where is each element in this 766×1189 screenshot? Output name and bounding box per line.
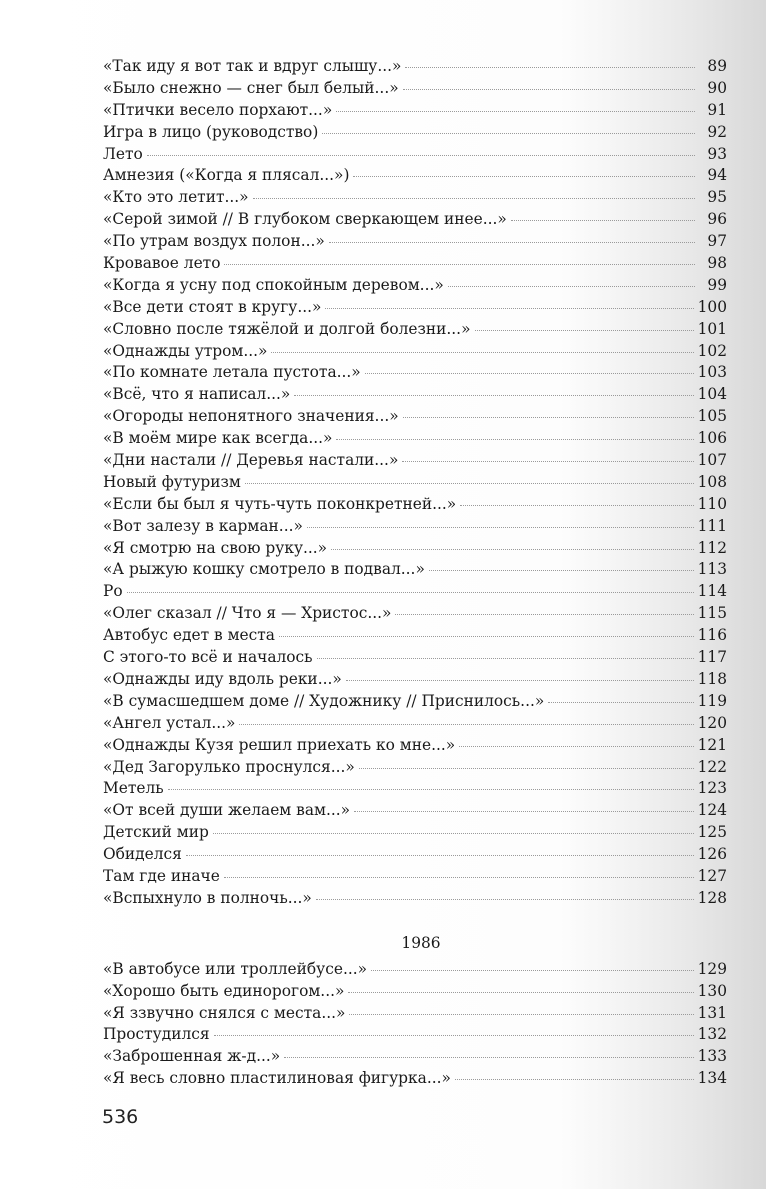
toc-entry-page-number: 97	[707, 232, 727, 251]
toc-entry	[103, 406, 727, 428]
toc-entry	[103, 559, 727, 581]
dot-leader	[329, 241, 695, 243]
toc-entry-title: «Вот залезу в карман...»	[103, 516, 303, 535]
dot-leader	[224, 876, 694, 878]
dot-leader	[186, 854, 694, 856]
toc-section-before-1986	[103, 56, 727, 910]
table-of-contents	[103, 56, 727, 1090]
toc-entry-title: «Если бы был я чуть-чуть поконкретней...»	[103, 494, 457, 513]
toc-entry-title: «Птички весело порхают...»	[103, 100, 333, 119]
dot-leader	[475, 329, 694, 331]
toc-entry	[103, 959, 727, 981]
toc-entry	[103, 581, 727, 603]
toc-entry-page-number: 116	[697, 626, 727, 645]
toc-entry-title: «Было снежно — снег был белый...»	[103, 78, 399, 97]
toc-entry	[103, 844, 727, 866]
dot-leader	[511, 219, 695, 221]
toc-entry	[103, 78, 727, 100]
toc-entry-title: «В моём мире как всегда...»	[103, 429, 333, 448]
toc-entry	[103, 538, 727, 560]
toc-entry	[103, 1024, 727, 1046]
dot-leader	[460, 504, 693, 506]
toc-entry-page-number: 122	[697, 757, 727, 776]
toc-entry-page-number: 119	[697, 691, 727, 710]
dot-leader	[353, 175, 695, 177]
toc-entry	[103, 1046, 727, 1068]
toc-entry	[103, 231, 727, 253]
toc-entry-page-number: 125	[697, 823, 727, 842]
toc-entry-title: Простудился	[103, 1025, 210, 1044]
toc-entry-title: С этого-то всё и началось	[103, 648, 313, 667]
dot-leader	[455, 1078, 694, 1080]
toc-entry	[103, 981, 727, 1003]
toc-entry-page-number: 103	[697, 363, 727, 382]
toc-entry	[103, 735, 727, 757]
toc-entry-page-number: 111	[697, 516, 727, 535]
toc-entry-title: «По комнате летала пустота...»	[103, 363, 361, 382]
toc-entry-page-number: 110	[697, 494, 727, 513]
toc-entry-title: «Я весь словно пластилиновая фигурка...»	[103, 1069, 451, 1088]
toc-entry-page-number: 107	[697, 451, 727, 470]
toc-entry-title: «Все дети стоят в кругу...»	[103, 297, 322, 316]
toc-entry	[103, 275, 727, 297]
toc-entry-title: «Вспыхнуло в полночь...»	[103, 888, 312, 907]
dot-leader	[336, 438, 693, 440]
toc-entry-title: «Я ззвучно снялся с места...»	[103, 1003, 346, 1022]
toc-entry-page-number: 118	[697, 669, 727, 688]
toc-entry	[103, 362, 727, 384]
toc-entry-page-number: 101	[697, 319, 727, 338]
toc-entry-page-number: 121	[697, 735, 727, 754]
toc-entry-title: «В автобусе или троллейбусе...»	[103, 959, 368, 978]
toc-entry-page-number: 89	[707, 57, 727, 75]
toc-entry-page-number: 133	[697, 1047, 727, 1066]
toc-entry	[103, 209, 727, 231]
toc-entry	[103, 1003, 727, 1025]
toc-entry-page-number: 94	[707, 166, 727, 185]
toc-entry	[103, 800, 727, 822]
toc-entry-title: «А рыжую кошку смотрело в подвал...»	[103, 560, 425, 579]
toc-entry	[103, 691, 727, 713]
section-year-heading: 1986	[401, 933, 441, 952]
dot-leader	[336, 110, 695, 112]
toc-entry-page-number: 112	[697, 538, 727, 557]
dot-leader	[214, 1034, 694, 1036]
toc-entry-page-number: 120	[697, 713, 727, 732]
toc-entry-title: «От всей души желаем вам...»	[103, 801, 351, 820]
dot-leader	[224, 263, 695, 265]
toc-entry	[103, 319, 727, 341]
toc-entry	[103, 1068, 727, 1090]
toc-entry-page-number: 127	[697, 866, 727, 885]
dot-leader	[213, 832, 694, 834]
dot-leader	[127, 591, 694, 593]
toc-entry	[103, 122, 727, 144]
toc-entry-page-number: 134	[697, 1069, 727, 1088]
toc-entry	[103, 56, 727, 78]
toc-entry-page-number: 126	[697, 845, 727, 864]
toc-entry-page-number: 99	[707, 275, 727, 294]
toc-entry-title: «В сумасшедшем доме // Художнику // Приснилось...»	[103, 691, 545, 710]
toc-entry-title: «Ангел устал...»	[103, 713, 236, 732]
dot-leader	[284, 1056, 693, 1058]
toc-entry-title: «Кто это летит...»	[103, 188, 249, 207]
dot-leader	[371, 969, 694, 971]
toc-entry	[103, 428, 727, 450]
dot-leader	[354, 810, 694, 812]
dot-leader	[271, 351, 693, 353]
toc-entry-page-number: 108	[697, 472, 727, 491]
dot-leader	[253, 197, 695, 199]
toc-entry	[103, 757, 727, 779]
toc-entry-title: «Всё, что я написал...»	[103, 385, 291, 404]
dot-leader	[548, 701, 693, 703]
dot-leader	[239, 723, 693, 725]
toc-entry-page-number: 95	[707, 188, 727, 207]
dot-leader	[448, 285, 695, 287]
toc-entry-title: Автобус едет в места	[103, 626, 275, 645]
toc-entry	[103, 669, 727, 691]
toc-entry-title: «Я смотрю на свою руку...»	[103, 538, 328, 557]
toc-entry-title: Там где иначе	[103, 866, 220, 885]
dot-leader	[317, 657, 694, 659]
toc-entry-title: «Дед Загорулько проснулся...»	[103, 757, 355, 776]
toc-entry-page-number: 105	[697, 407, 727, 426]
toc-entry-page-number: 100	[697, 297, 727, 316]
toc-entry-title: «Однажды утром...»	[103, 341, 268, 360]
dot-leader	[325, 307, 693, 309]
page-number: 536	[102, 1106, 139, 1128]
toc-entry-title: Детский мир	[103, 823, 209, 842]
dot-leader	[403, 416, 694, 418]
dot-leader	[365, 372, 694, 374]
toc-entry-title: Обиделся	[103, 845, 182, 864]
toc-entry	[103, 888, 727, 910]
toc-entry	[103, 450, 727, 472]
toc-entry	[103, 647, 727, 669]
toc-entry-title: «Хорошо быть единорогом...»	[103, 981, 345, 1000]
dot-leader	[348, 991, 693, 993]
dot-leader	[395, 613, 693, 615]
dot-leader	[147, 154, 695, 156]
dot-leader	[279, 635, 694, 637]
toc-entry-page-number: 96	[707, 210, 727, 229]
toc-entry-title: «Словно после тяжёлой и долгой болезни...»	[103, 319, 471, 338]
toc-entry-page-number: 102	[697, 341, 727, 360]
toc-entry-title: «Однажды иду вдоль реки...»	[103, 669, 342, 688]
toc-entry-title: «Дни настали // Деревья настали...»	[103, 451, 399, 470]
toc-entry	[103, 603, 727, 625]
dot-leader	[429, 569, 694, 571]
toc-entry	[103, 144, 727, 166]
dot-leader	[245, 482, 694, 484]
toc-entry	[103, 822, 727, 844]
toc-entry-title: Ро	[103, 582, 123, 601]
toc-entry	[103, 472, 727, 494]
dot-leader	[346, 679, 694, 681]
toc-entry-page-number: 132	[697, 1025, 727, 1044]
toc-entry-page-number: 106	[697, 429, 727, 448]
dot-leader	[402, 460, 693, 462]
toc-entry-page-number: 115	[697, 604, 727, 623]
dot-leader	[331, 548, 694, 550]
toc-entry	[103, 494, 727, 516]
toc-entry-title: Новый футуризм	[103, 472, 241, 491]
dot-leader	[403, 88, 695, 90]
dot-leader	[307, 526, 694, 528]
toc-entry	[103, 866, 727, 888]
toc-entry-title: Кровавое лето	[103, 254, 221, 273]
toc-entry-title: Амнезия («Когда я плясал...»)	[103, 166, 350, 185]
toc-entry-title: Метель	[103, 779, 164, 798]
dot-leader	[405, 66, 695, 68]
toc-entry-page-number: 124	[697, 801, 727, 820]
toc-entry	[103, 341, 727, 363]
dot-leader	[349, 1013, 693, 1015]
toc-entry-page-number: 114	[697, 582, 727, 601]
toc-entry-title: «Огороды непонятного значения...»	[103, 407, 399, 426]
toc-entry-page-number: 93	[707, 144, 727, 163]
toc-entry	[103, 625, 727, 647]
toc-entry	[103, 297, 727, 319]
toc-section-1986	[103, 959, 727, 1090]
toc-entry-page-number: 104	[697, 385, 727, 404]
toc-entry-page-number: 128	[697, 888, 727, 907]
toc-entry-page-number: 90	[707, 78, 727, 97]
toc-entry-title: «Когда я усну под спокойным деревом...»	[103, 275, 444, 294]
toc-entry-title: Лето	[103, 144, 143, 163]
toc-entry-page-number: 92	[707, 122, 727, 141]
toc-entry-page-number: 123	[697, 779, 727, 798]
toc-entry	[103, 165, 727, 187]
toc-entry-page-number: 129	[697, 959, 727, 978]
toc-entry-title: Игра в лицо (руководство)	[103, 122, 319, 141]
toc-entry-page-number: 113	[697, 560, 727, 579]
toc-entry-title: «Олег сказал // Что я — Христос...»	[103, 604, 392, 623]
toc-entry-title: «По утрам воздух полон...»	[103, 232, 325, 251]
toc-entry	[103, 713, 727, 735]
toc-entry	[103, 516, 727, 538]
toc-entry	[103, 187, 727, 209]
toc-entry-page-number: 91	[707, 100, 727, 119]
toc-entry	[103, 778, 727, 800]
toc-entry-title: «Однажды Кузя решил приехать ко мне...»	[103, 735, 456, 754]
dot-leader	[316, 898, 694, 900]
dot-leader	[168, 788, 694, 790]
dot-leader	[322, 132, 695, 134]
toc-entry-title: «Заброшенная ж-д...»	[103, 1047, 281, 1066]
dot-leader	[359, 767, 694, 769]
toc-entry-page-number: 130	[697, 981, 727, 1000]
toc-entry-title: «Серой зимой // В глубоком сверкающем инее...»	[103, 210, 507, 229]
toc-entry	[103, 384, 727, 406]
toc-entry	[103, 253, 727, 275]
dot-leader	[294, 394, 693, 396]
toc-entry-page-number: 98	[707, 254, 727, 273]
toc-entry-title: «Так иду я вот так и вдруг слышу...»	[103, 57, 402, 75]
toc-entry-page-number: 117	[697, 648, 727, 667]
toc-entry-page-number: 131	[697, 1003, 727, 1022]
toc-entry	[103, 100, 727, 122]
dot-leader	[459, 745, 693, 747]
